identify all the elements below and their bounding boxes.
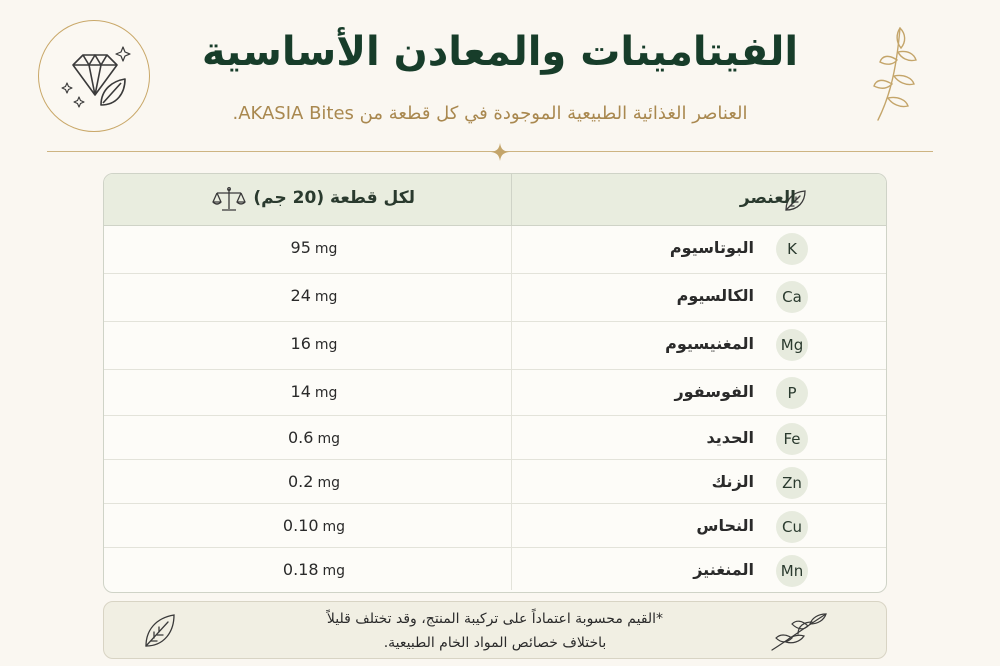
element-symbol-badge: Fe <box>776 423 808 455</box>
element-symbol-badge: Cu <box>776 511 808 543</box>
header-element-label: العنصر <box>739 188 796 208</box>
element-symbol-badge: Mn <box>776 555 808 587</box>
table-row <box>104 548 886 590</box>
element-name: المنغنيز <box>693 560 754 579</box>
table-row <box>104 322 886 370</box>
element-name: الحديد <box>706 428 754 447</box>
column-divider <box>511 416 512 459</box>
amount-value <box>254 516 374 535</box>
amount-unit: mg <box>322 563 346 579</box>
footnote-box <box>103 601 887 659</box>
element-symbol-badge: K <box>776 233 808 265</box>
amount-value <box>254 286 374 305</box>
element-symbol-badge: Ca <box>776 281 808 313</box>
element-symbol-badge: Mg <box>776 329 808 361</box>
header-per-piece <box>104 174 511 226</box>
table-row <box>104 504 886 548</box>
column-divider <box>511 460 512 503</box>
page-subtitle: العناصر الغذائية الطبيعية الموجودة في كل قطعة من AKASIA Bites. <box>232 103 748 124</box>
amount-unit: mg <box>317 475 340 491</box>
leaf-icon <box>142 612 178 650</box>
amount-number: 24 <box>290 286 311 305</box>
amount-unit: mg <box>314 385 338 401</box>
amount-number: 95 <box>290 238 311 257</box>
olive-sprig-icon <box>866 20 936 125</box>
amount-number: 0.6 <box>288 428 314 447</box>
table-header <box>104 174 886 226</box>
column-divider <box>511 226 512 273</box>
footnote-text <box>304 607 686 655</box>
amount-value <box>254 560 374 579</box>
amount-number: 14 <box>290 382 311 401</box>
column-divider <box>511 322 512 369</box>
amount-value <box>254 334 374 353</box>
element-name: النحاس <box>696 516 754 535</box>
amount-number: 0.18 <box>282 560 319 579</box>
header-element <box>512 174 887 226</box>
amount-unit: mg <box>322 519 346 535</box>
element-name: الفوسفور <box>674 382 754 401</box>
table-row <box>104 226 886 274</box>
amount-unit: mg <box>317 431 340 447</box>
amount-unit: mg <box>314 337 338 353</box>
element-name: الزنك <box>711 472 754 491</box>
table-row <box>104 416 886 460</box>
footnote-line-2: باختلاف خصائص المواد الخام الطبيعية. <box>383 635 607 651</box>
element-symbol-badge: P <box>776 377 808 409</box>
element-name: الكالسيوم <box>676 286 754 305</box>
amount-unit: mg <box>314 289 338 305</box>
column-divider <box>511 504 512 547</box>
element-name: البوتاسيوم <box>669 238 754 257</box>
table-row <box>104 274 886 322</box>
element-name: المغنيسيوم <box>665 334 754 353</box>
header-per-piece-label: لكل قطعة (20 جم) <box>253 188 415 208</box>
amount-number: 0.10 <box>282 516 319 535</box>
table-row <box>104 460 886 504</box>
four-point-star-icon <box>490 142 510 162</box>
element-symbol-badge: Zn <box>776 467 808 499</box>
amount-number: 0.2 <box>288 472 314 491</box>
amount-unit: mg <box>314 241 338 257</box>
column-divider <box>511 274 512 321</box>
footnote-line-1: *القيم محسوبة اعتماداً على تركيبة المنتج، وقد تختلف قليلاً <box>326 611 664 627</box>
column-divider <box>511 548 512 590</box>
column-divider <box>511 370 512 415</box>
table-body <box>104 226 886 590</box>
nutrition-table <box>103 173 887 593</box>
olive-sprig-icon <box>768 608 832 654</box>
table-row <box>104 370 886 416</box>
amount-value <box>254 382 374 401</box>
page-title: الفيتامينات والمعادن الأساسية <box>201 29 799 75</box>
amount-number: 16 <box>290 334 311 353</box>
scale-icon <box>212 186 246 214</box>
amount-value <box>254 238 374 257</box>
amount-value <box>254 428 374 447</box>
amount-value <box>254 472 374 491</box>
